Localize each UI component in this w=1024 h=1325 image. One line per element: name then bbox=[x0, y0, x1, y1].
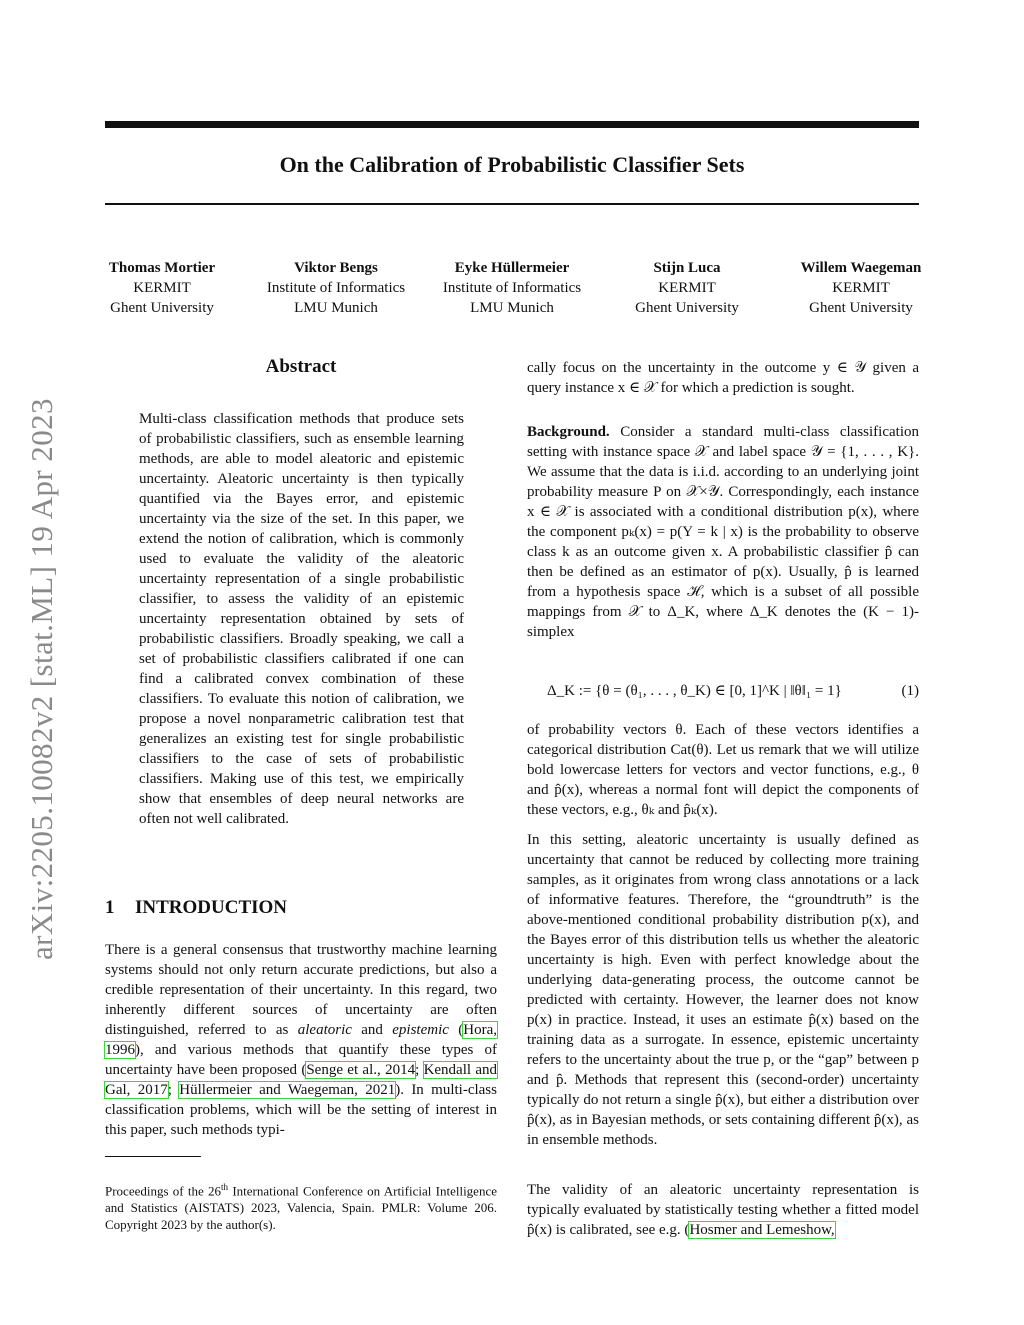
setting-paragraph: In this setting, aleatoric uncertainty is usually defined as uncertainty that cannot be reduced by collecting more training samples, as it originates from wrong class annotations or a lack of informative features. Therefore, the “groundtruth” is the above-mentioned conditional probability distribution p(x), and the Bayes error of this distribution tells us whether the aleatoric uncertainty is high. Even with perfect knowledge about the underlying data-generating process, the outcome cannot be predicted with certainty. However, the learner does not know p(x) in practice. Instead, it uses an estimate p̂(x) based on the training data as a surrogate. In essence, epistemic uncertainty refers to the uncertainty about the true p, or the “gap” between p and p̂. Methods that represent this (second-order) uncertainty typically do not return a single p̂(x), but either a distribution over p̂(x), as in Bayesian methods, or sets containing different p̂(x), as in ensemble methods. bbox=[527, 832, 919, 1148]
section-heading-introduction bbox=[105, 895, 497, 921]
author-affiliation: KERMIT bbox=[832, 280, 890, 296]
paragraph-lead: Background. bbox=[527, 424, 610, 440]
background-paragraph bbox=[527, 422, 919, 642]
term-epistemic: epistemic bbox=[392, 1022, 449, 1038]
author-block bbox=[602, 258, 772, 318]
author-affiliation: Ghent University bbox=[635, 300, 739, 316]
citation-link[interactable]: Hora, 1996 bbox=[105, 1022, 497, 1058]
text-run: Proceedings of the 26 bbox=[105, 1183, 222, 1199]
author-block bbox=[427, 258, 597, 318]
text-run: There is a general consensus that trustworthy machine learning systems should not only return accurate predictions, but also a credible representation of their uncertainty. In this regard, two inherently different sources of uncertainty are often distinguished, referred to as bbox=[105, 942, 497, 1038]
text-run: and bbox=[351, 1022, 393, 1038]
author-affiliation: Institute of Informatics bbox=[266, 280, 406, 296]
author-affiliation: LMU Munich bbox=[294, 300, 378, 316]
equation-formula: Δ_K := {θ = (θ₁, . . . , θ_K) ∈ [0, 1]^K | ‖θ‖₁ = 1} bbox=[547, 683, 842, 699]
text-run: ( bbox=[448, 1022, 464, 1038]
section-number: 1 bbox=[105, 897, 115, 918]
continued-paragraph: cally focus on the uncertainty in the outcome y ∈ 𝒴 given a query instance x ∈ 𝒳 for which a prediction is sought. bbox=[527, 360, 919, 396]
term-aleatoric: aleatoric bbox=[297, 1022, 352, 1038]
abstract-heading: Abstract bbox=[265, 356, 337, 377]
footnote bbox=[105, 1179, 497, 1233]
arxiv-side-label: arXiv:2205.10082v2 [stat.ML] 19 Apr 2023 bbox=[24, 398, 59, 960]
author-name: Viktor Bengs bbox=[294, 260, 378, 276]
author-name: Willem Waegeman bbox=[800, 260, 922, 276]
title-rule-bottom bbox=[105, 203, 919, 205]
section-title: INTRODUCTION bbox=[135, 897, 288, 918]
author-affiliation: Institute of Informatics bbox=[442, 280, 582, 296]
author-affiliation: Ghent University bbox=[809, 300, 913, 316]
text-run: ; bbox=[415, 1062, 424, 1078]
author-name: Stijn Luca bbox=[653, 260, 721, 276]
citation-link[interactable]: Senge et al., 2014 bbox=[306, 1062, 416, 1078]
author-block bbox=[251, 258, 421, 318]
paper-title: On the Calibration of Probabilistic Classifier Sets bbox=[279, 152, 745, 177]
vectors-paragraph: of probability vectors θ. Each of these vectors identifies a categorical distribution Cat(θ). Let us remark that we will utilize bold lowercase letters for vectors and vector functions, e.g., θ and p̂(x), whereas a normal font will depict the components of these vectors, e.g., θₖ and p̂ₖ(x). bbox=[527, 722, 919, 818]
footnote-rule bbox=[105, 1156, 201, 1157]
author-name: Thomas Mortier bbox=[108, 260, 216, 276]
equation-number: (1) bbox=[901, 683, 919, 699]
text-run: ; bbox=[167, 1082, 180, 1098]
superscript: th bbox=[221, 1182, 229, 1192]
author-name: Eyke Hüllermeier bbox=[454, 260, 570, 276]
text-run: Consider a standard multi-class classification setting with instance space 𝒳 and label space 𝒴 = {1, . . . , K}. We assume that the data is i.i.d. according to an underlying joint probability measure P on 𝒳×𝒴. Correspondingly, each instance x ∈ 𝒳 is associated with a conditional distribution p(x), where the component pₖ(x) = p(Y = k | x) is the probability to observe class k as an outcome given x. A probabilistic classifier p̂ can then be defined as an estimator of p(x). Usually, p̂ is learned from a hypothesis space ℋ, which is a subset of all possible mappings from 𝒳 to Δ_K, where Δ_K denotes the (K − 1)-simplex bbox=[527, 424, 919, 640]
author-affiliation: KERMIT bbox=[658, 280, 716, 296]
citation-link[interactable]: Hosmer and Lemeshow, bbox=[689, 1222, 835, 1238]
validity-paragraph bbox=[527, 1180, 919, 1240]
equation-1 bbox=[527, 678, 919, 704]
text-run: ). In multi-class classification problems, which will be the setting of interest in this paper, such methods typi- bbox=[105, 1082, 497, 1138]
abstract-text: Multi-class classification methods that produce sets of probabilistic classifiers, such as ensemble learning methods, are able to model aleatoric and epistemic uncertainty. Aleatoric uncertainty is then typically quantified via the Bayes error, and epistemic uncertainty via the size of the set. In this paper, we extend the notion of calibration, which is commonly used to evaluate the validity of the aleatoric uncertainty representation of a single probabilistic classifier, to assess the validity of an epistemic uncertainty representation obtained by sets of probabilistic classifiers. Broadly speaking, we call a set of probabilistic classifiers calibrated if one can find a calibrated convex combination of these classifiers. To evaluate this notion of calibration, we propose a novel nonparametric calibration test that generalizes an existing test for single probabilistic classifiers to the case of sets of probabilistic classifiers. Making use of this test, we empirically show that ensembles of deep neural networks are often not well calibrated. bbox=[139, 411, 464, 827]
text-run: International Conference on Artificial Intelligence and Statistics (AISTATS) 2023, Valencia, Spain. PMLR: Volume 206. Copyright 2023 by the author(s). bbox=[105, 1183, 497, 1233]
intro-paragraph bbox=[105, 940, 497, 1140]
author-affiliation: KERMIT bbox=[133, 280, 191, 296]
author-affiliation: Ghent University bbox=[110, 300, 214, 316]
author-affiliation: LMU Munich bbox=[470, 300, 554, 316]
title-rule-top bbox=[105, 121, 919, 128]
citation-link[interactable]: Hüllermeier and Waegeman, 2021 bbox=[179, 1082, 396, 1098]
author-block bbox=[77, 258, 247, 318]
text-run: ), and various methods that quantify these types of uncertainty have been proposed ( bbox=[105, 1042, 497, 1078]
text-run: The validity of an aleatoric uncertainty representation is typically evaluated by statistically testing whether a fitted model p̂(x) is calibrated, see e.g. ( bbox=[527, 1182, 919, 1238]
author-block bbox=[776, 258, 946, 318]
citation-link[interactable]: Kendall and Gal, 2017 bbox=[105, 1062, 498, 1098]
